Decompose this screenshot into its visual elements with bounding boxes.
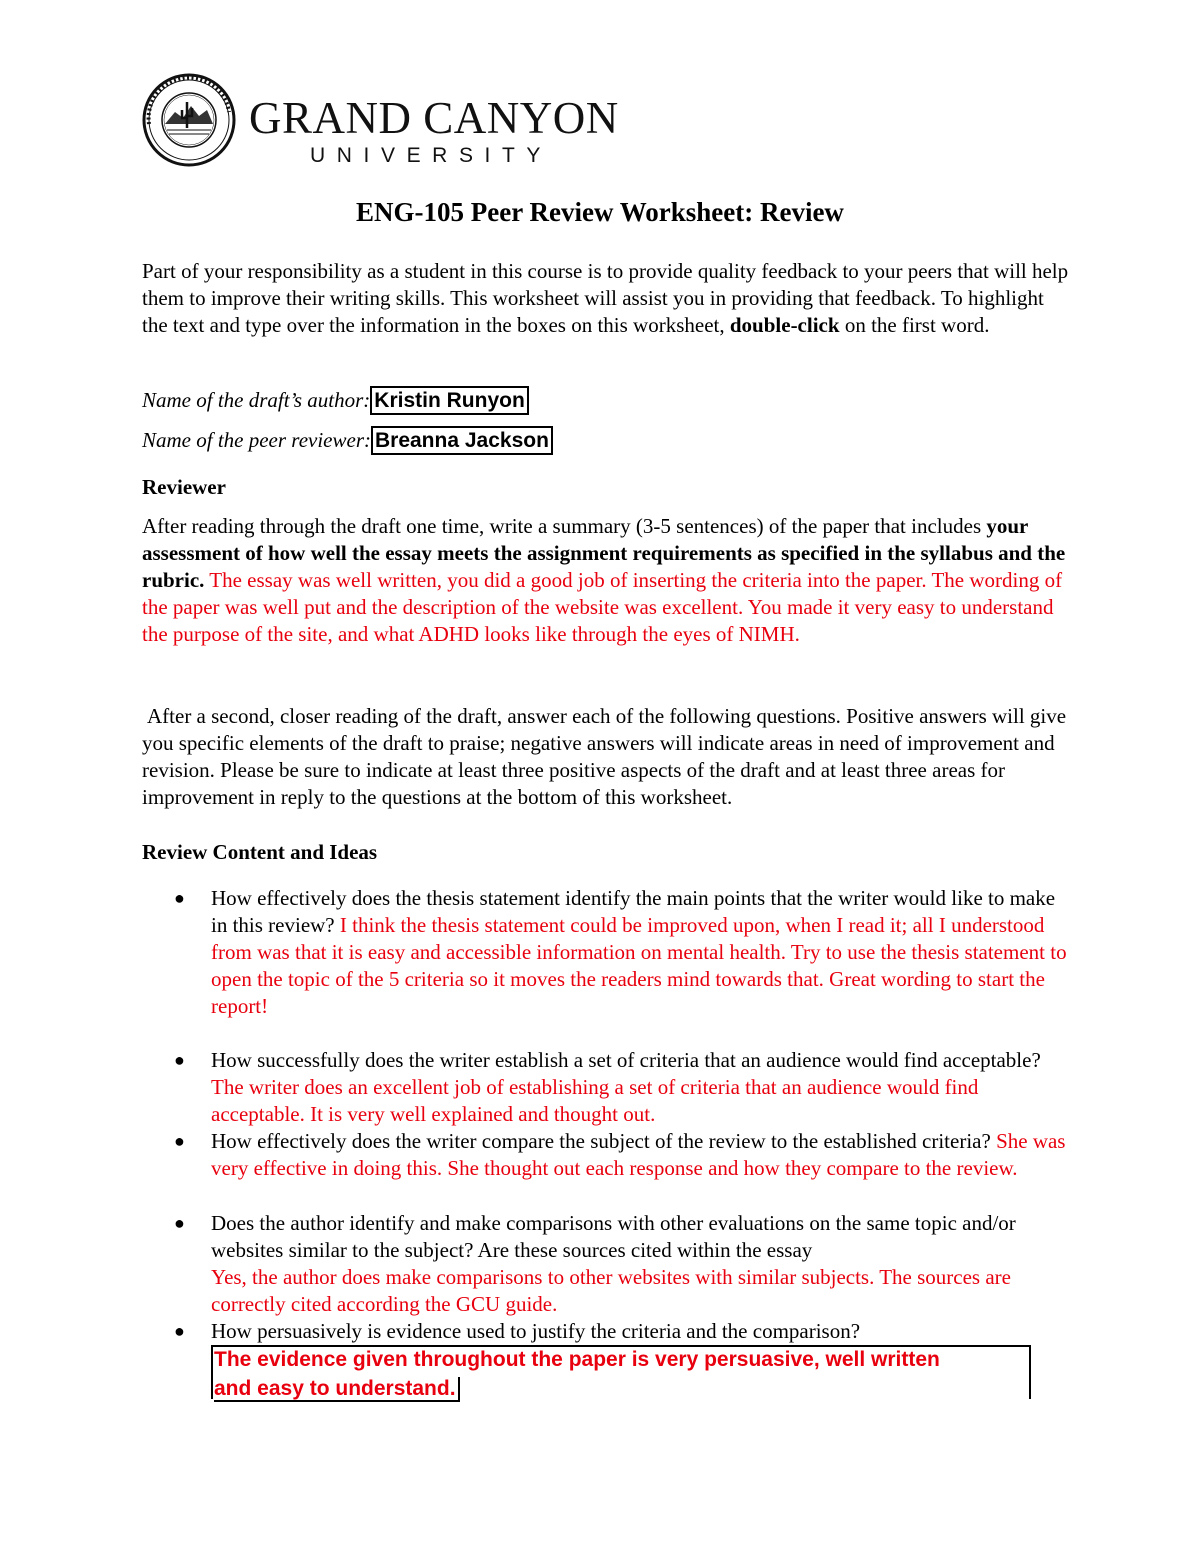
intro-tail: on the first word. (844, 313, 990, 337)
reviewer-label: Name of the peer reviewer: (142, 428, 371, 452)
list-item (142, 1128, 1072, 1182)
summary-paragraph (142, 513, 1072, 648)
author-name-field[interactable]: Kristin Runyon (370, 386, 529, 415)
reviewer-field-row (142, 426, 1072, 455)
content-heading: Review Content and Ideas (142, 840, 378, 864)
intro-paragraph (142, 258, 1072, 339)
bullet-icon: ● (174, 1213, 185, 1233)
question-text: How persuasively is evidence used to justify the criteria and the comparison? (211, 1319, 861, 1343)
list-item (142, 1318, 1072, 1345)
reviewer-heading: Reviewer (142, 475, 226, 499)
question-text: How successfully does the writer establish a set of criteria that an audience would find acceptable? (211, 1048, 1041, 1072)
answer-text[interactable]: I think the thesis statement could be improved upon, when I read it; all I understood from was that it is easy and accessible information on mental health. Try to use the thesis statement to open the topic of the 5 criteria so it moves the readers mind towards that. Great wording to start the report! (211, 913, 1067, 1018)
summary-prompt: After reading through the draft one time, write a summary (3-5 sentences) of the paper that includes (142, 514, 982, 538)
final-answer-field[interactable] (214, 1345, 1044, 1403)
intro-bold-text: double-click (729, 313, 840, 337)
bullet-icon: ● (174, 1321, 185, 1341)
final-answer-line2: and easy to understand. (214, 1377, 460, 1402)
summary-prompt-bold: your assessment of how well the essay meets the assignment requirements as specified in the syllabus and the rubric. (142, 514, 1066, 592)
question-text: How effectively does the writer compare the subject of the review to the established criteria? (211, 1129, 991, 1153)
list-item (142, 1047, 1072, 1128)
second-reading-paragraph: After a second, closer reading of the draft, answer each of the following questions. Positive answers will give you specific elements of the draft to praise; negative answers will indicate areas in need of improvement and revision. Please be sure to indicate at least three positive aspects of the draft and at least three areas for improvement in reply to the questions at the bottom of this worksheet. (142, 704, 1067, 809)
intro-text: Part of your responsibility as a student in this course is to provide quality feedback to your peers that will help them to improve their writing skills. This worksheet will assist you in providing that feedback. To highlight the text and type over the information in the boxes on this worksheet, (142, 259, 1069, 337)
logo-wordmark-line1: GRAND CANYON (249, 93, 619, 143)
answer-text[interactable]: Yes, the author does make comparisons to other websites with similar subjects. The sources are correctly cited according the GCU guide. (211, 1265, 1011, 1316)
question-text: Does the author identify and make comparisons with other evaluations on the same topic and/or websites similar to the subject? Are these sources cited within the essay (211, 1211, 1016, 1262)
logo-wordmark-line2: UNIVERSITY (310, 144, 553, 167)
bullet-icon: ● (174, 1050, 185, 1070)
reviewer-name-field[interactable]: Breanna Jackson (371, 426, 553, 455)
final-answer-line1: The evidence given throughout the paper is very persuasive, well written (214, 1348, 940, 1371)
university-seal-icon (137, 72, 241, 168)
answer-text[interactable]: She was very effective in doing this. She thought out each response and how they compare to the review. (211, 1129, 1066, 1180)
summary-answer[interactable]: The essay was well written, you did a good job of inserting the criteria into the paper. The wording of the paper was well put and the description of the website was excellent. You made it very easy to understand the purpose of the site, and what ADHD looks like through the eyes of NIMH. (142, 568, 1063, 646)
bullet-icon: ● (174, 888, 185, 908)
question-text: How effectively does the thesis statement identify the main points that the writer would like to make in this review? (211, 886, 1056, 937)
author-field-row (142, 386, 1072, 415)
list-item (142, 1210, 1072, 1318)
list-item (142, 885, 1072, 1020)
university-logo (137, 72, 619, 172)
author-label: Name of the draft’s author: (142, 388, 371, 412)
answer-text[interactable]: The writer does an excellent job of establishing a set of criteria that an audience would find acceptable. It is very well explained and thought out. (211, 1075, 979, 1126)
page-title: ENG-105 Peer Review Worksheet: Review (356, 197, 844, 227)
bullet-icon: ● (174, 1131, 185, 1151)
